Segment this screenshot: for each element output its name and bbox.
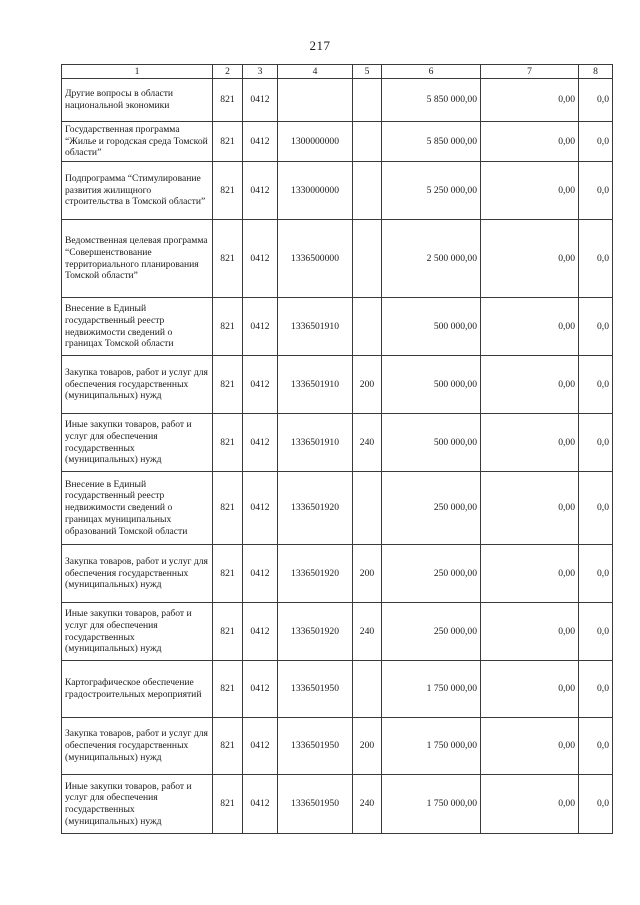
section-code-cell: 0412 bbox=[243, 661, 278, 718]
row-name-cell: Внесение в Единый государственный реестр недвижимости сведений о границах Томской области bbox=[62, 298, 213, 356]
column-7-cell: 0,00 bbox=[481, 603, 579, 661]
admin-code-cell: 821 bbox=[213, 718, 243, 775]
row-name-cell: Иные закупки товаров, работ и услуг для обеспечения государственных (муниципальных) нужд bbox=[62, 775, 213, 834]
amount-cell: 500 000,00 bbox=[382, 298, 481, 356]
admin-code-cell: 821 bbox=[213, 298, 243, 356]
table-row bbox=[62, 79, 613, 122]
amount-cell: 500 000,00 bbox=[382, 356, 481, 414]
column-header: 7 bbox=[481, 65, 579, 79]
column-8-cell: 0,0 bbox=[579, 162, 613, 220]
column-7-cell: 0,00 bbox=[481, 122, 579, 162]
table-header-row bbox=[62, 65, 613, 79]
column-header: 5 bbox=[353, 65, 382, 79]
table-row bbox=[62, 162, 613, 220]
table-row bbox=[62, 414, 613, 472]
column-8-cell: 0,0 bbox=[579, 79, 613, 122]
row-name-cell: Государственная программа “Жилье и городская среда Томской области” bbox=[62, 122, 213, 162]
row-name-cell: Ведомственная целевая программа “Совершенствование территориального планирования Томской области” bbox=[62, 220, 213, 298]
amount-cell: 1 750 000,00 bbox=[382, 718, 481, 775]
expense-type-cell: 240 bbox=[353, 775, 382, 834]
admin-code-cell: 821 bbox=[213, 356, 243, 414]
table-row bbox=[62, 545, 613, 603]
column-header: 1 bbox=[62, 65, 213, 79]
target-code-cell: 1300000000 bbox=[278, 122, 353, 162]
expense-type-cell: 240 bbox=[353, 414, 382, 472]
table-row bbox=[62, 775, 613, 834]
expense-type-cell bbox=[353, 220, 382, 298]
column-header: 4 bbox=[278, 65, 353, 79]
admin-code-cell: 821 bbox=[213, 414, 243, 472]
row-name-cell: Закупка товаров, работ и услуг для обеспечения государственных (муниципальных) нужд bbox=[62, 718, 213, 775]
column-7-cell: 0,00 bbox=[481, 661, 579, 718]
table-row bbox=[62, 122, 613, 162]
column-8-cell: 0,0 bbox=[579, 220, 613, 298]
expense-type-cell: 200 bbox=[353, 718, 382, 775]
expense-type-cell bbox=[353, 472, 382, 545]
section-code-cell: 0412 bbox=[243, 718, 278, 775]
target-code-cell: 1336501910 bbox=[278, 356, 353, 414]
amount-cell: 250 000,00 bbox=[382, 603, 481, 661]
row-name-cell: Закупка товаров, работ и услуг для обеспечения государственных (муниципальных) нужд bbox=[62, 356, 213, 414]
row-name-cell: Подпрограмма “Стимулирование развития жилищного строительства в Томской области” bbox=[62, 162, 213, 220]
expense-type-cell bbox=[353, 79, 382, 122]
column-7-cell: 0,00 bbox=[481, 220, 579, 298]
column-7-cell: 0,00 bbox=[481, 162, 579, 220]
column-8-cell: 0,0 bbox=[579, 122, 613, 162]
section-code-cell: 0412 bbox=[243, 414, 278, 472]
column-7-cell: 0,00 bbox=[481, 718, 579, 775]
column-7-cell: 0,00 bbox=[481, 356, 579, 414]
row-name-cell: Иные закупки товаров, работ и услуг для обеспечения государственных (муниципальных) нужд bbox=[62, 603, 213, 661]
column-8-cell: 0,0 bbox=[579, 472, 613, 545]
column-7-cell: 0,00 bbox=[481, 472, 579, 545]
section-code-cell: 0412 bbox=[243, 603, 278, 661]
column-header: 2 bbox=[213, 65, 243, 79]
table-row bbox=[62, 661, 613, 718]
expense-type-cell: 240 bbox=[353, 603, 382, 661]
admin-code-cell: 821 bbox=[213, 603, 243, 661]
column-8-cell: 0,0 bbox=[579, 603, 613, 661]
table-row bbox=[62, 603, 613, 661]
row-name-cell: Закупка товаров, работ и услуг для обеспечения государственных (муниципальных) нужд bbox=[62, 545, 213, 603]
column-header: 3 bbox=[243, 65, 278, 79]
target-code-cell: 1336501950 bbox=[278, 775, 353, 834]
amount-cell: 2 500 000,00 bbox=[382, 220, 481, 298]
column-7-cell: 0,00 bbox=[481, 775, 579, 834]
expense-type-cell bbox=[353, 298, 382, 356]
budget-table bbox=[61, 64, 613, 834]
column-7-cell: 0,00 bbox=[481, 414, 579, 472]
expense-type-cell bbox=[353, 661, 382, 718]
column-header: 6 bbox=[382, 65, 481, 79]
target-code-cell: 1330000000 bbox=[278, 162, 353, 220]
column-8-cell: 0,0 bbox=[579, 356, 613, 414]
section-code-cell: 0412 bbox=[243, 775, 278, 834]
table-row bbox=[62, 472, 613, 545]
amount-cell: 1 750 000,00 bbox=[382, 661, 481, 718]
target-code-cell: 1336501910 bbox=[278, 298, 353, 356]
column-8-cell: 0,0 bbox=[579, 661, 613, 718]
admin-code-cell: 821 bbox=[213, 220, 243, 298]
column-7-cell: 0,00 bbox=[481, 545, 579, 603]
section-code-cell: 0412 bbox=[243, 545, 278, 603]
section-code-cell: 0412 bbox=[243, 79, 278, 122]
target-code-cell: 1336501920 bbox=[278, 603, 353, 661]
table-row bbox=[62, 718, 613, 775]
admin-code-cell: 821 bbox=[213, 162, 243, 220]
target-code-cell: 1336500000 bbox=[278, 220, 353, 298]
page-number: 217 bbox=[309, 38, 331, 53]
row-name-cell: Внесение в Единый государственный реестр недвижимости сведений о границах муниципальных образований Томской области bbox=[62, 472, 213, 545]
column-7-cell: 0,00 bbox=[481, 79, 579, 122]
target-code-cell: 1336501950 bbox=[278, 661, 353, 718]
section-code-cell: 0412 bbox=[243, 162, 278, 220]
target-code-cell: 1336501910 bbox=[278, 414, 353, 472]
amount-cell: 5 250 000,00 bbox=[382, 162, 481, 220]
section-code-cell: 0412 bbox=[243, 220, 278, 298]
amount-cell: 250 000,00 bbox=[382, 472, 481, 545]
section-code-cell: 0412 bbox=[243, 298, 278, 356]
column-8-cell: 0,0 bbox=[579, 775, 613, 834]
column-8-cell: 0,0 bbox=[579, 718, 613, 775]
expense-type-cell bbox=[353, 122, 382, 162]
table-row bbox=[62, 298, 613, 356]
amount-cell: 5 850 000,00 bbox=[382, 122, 481, 162]
column-8-cell: 0,0 bbox=[579, 414, 613, 472]
target-code-cell: 1336501920 bbox=[278, 472, 353, 545]
admin-code-cell: 821 bbox=[213, 545, 243, 603]
amount-cell: 500 000,00 bbox=[382, 414, 481, 472]
target-code-cell: 1336501920 bbox=[278, 545, 353, 603]
row-name-cell: Иные закупки товаров, работ и услуг для обеспечения государственных (муниципальных) нужд bbox=[62, 414, 213, 472]
amount-cell: 5 850 000,00 bbox=[382, 79, 481, 122]
expense-type-cell bbox=[353, 162, 382, 220]
column-7-cell: 0,00 bbox=[481, 298, 579, 356]
amount-cell: 1 750 000,00 bbox=[382, 775, 481, 834]
row-name-cell: Картографическое обеспечение градостроительных мероприятий bbox=[62, 661, 213, 718]
admin-code-cell: 821 bbox=[213, 661, 243, 718]
table-row bbox=[62, 220, 613, 298]
target-code-cell bbox=[278, 79, 353, 122]
target-code-cell: 1336501950 bbox=[278, 718, 353, 775]
admin-code-cell: 821 bbox=[213, 122, 243, 162]
section-code-cell: 0412 bbox=[243, 472, 278, 545]
admin-code-cell: 821 bbox=[213, 775, 243, 834]
admin-code-cell: 821 bbox=[213, 79, 243, 122]
row-name-cell: Другие вопросы в области национальной экономики bbox=[62, 79, 213, 122]
section-code-cell: 0412 bbox=[243, 122, 278, 162]
column-header: 8 bbox=[579, 65, 613, 79]
section-code-cell: 0412 bbox=[243, 356, 278, 414]
expense-type-cell: 200 bbox=[353, 545, 382, 603]
amount-cell: 250 000,00 bbox=[382, 545, 481, 603]
column-8-cell: 0,0 bbox=[579, 545, 613, 603]
expense-type-cell: 200 bbox=[353, 356, 382, 414]
column-8-cell: 0,0 bbox=[579, 298, 613, 356]
admin-code-cell: 821 bbox=[213, 472, 243, 545]
table-row bbox=[62, 356, 613, 414]
